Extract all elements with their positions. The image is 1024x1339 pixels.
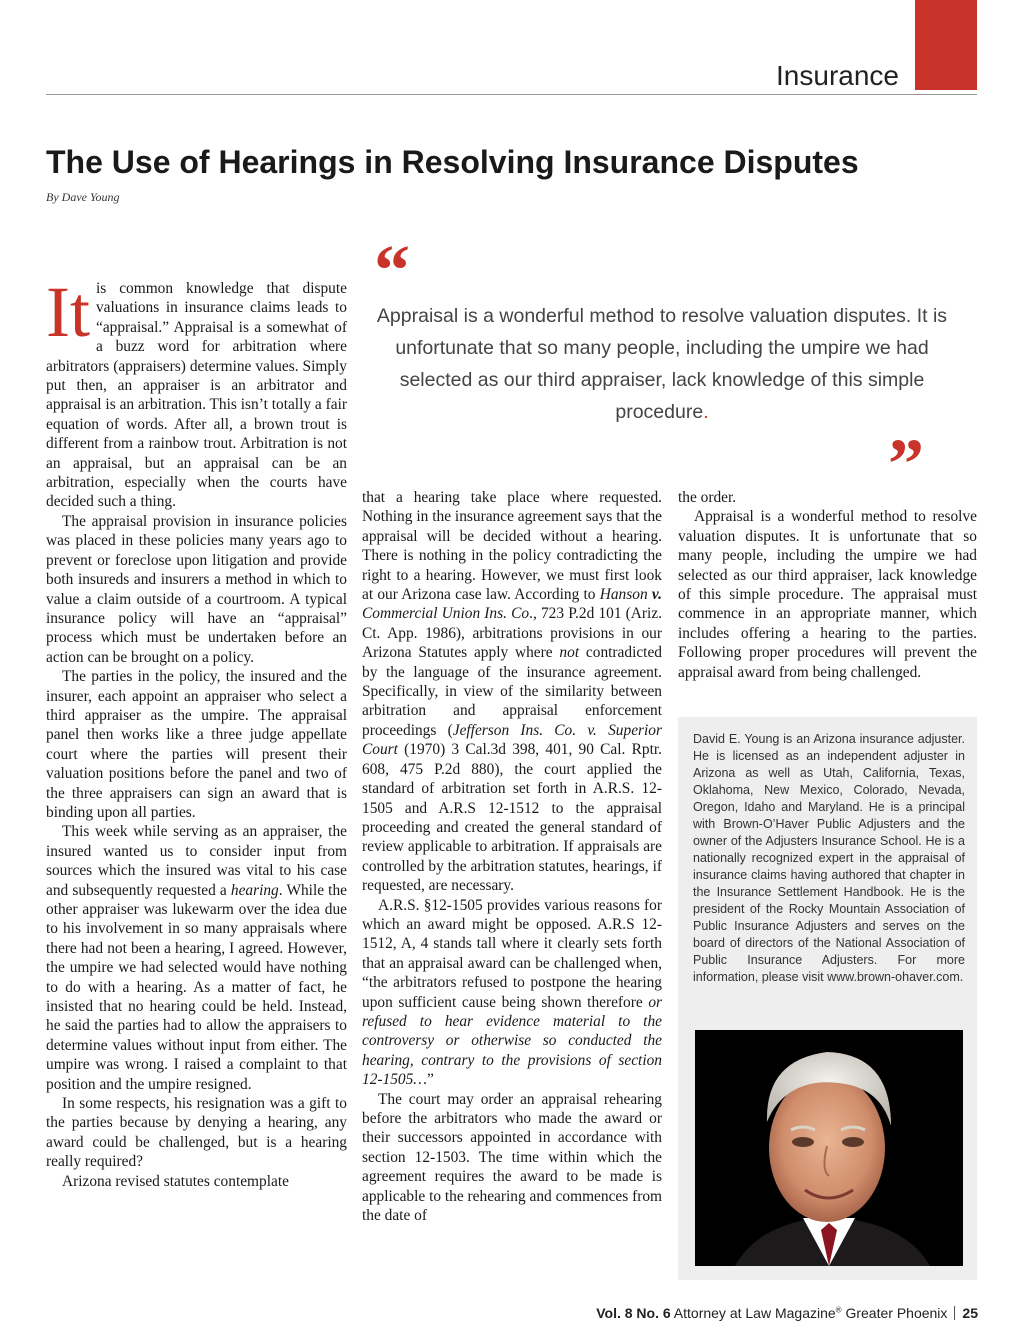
article-title: The Use of Hearings in Resolving Insurance Disputes xyxy=(46,144,859,180)
section-divider xyxy=(46,94,977,95)
article-paragraph xyxy=(46,272,347,512)
author-bio-box xyxy=(678,717,977,1280)
paragraph-text: . While the other appraiser was lukewarm over the idea due to his involvement in so many appraisals where there had not been a hearing, I agreed. However, the umpire we had selected would have nothing to do with a hearing. As a matter of fact, he insisted that no hearing could be held. Instead, he said the parties had to allow the appraisers to determine values without input from either. The umpire was wrong. I raised a complaint to that position and the umpire resigned. xyxy=(46,881,347,1093)
pull-quote-end: . xyxy=(703,401,709,423)
pull-quote-text: Appraisal is a wonderful method to resolve valuation disputes. It is unfortunate that so many people, including the umpire we had selected as our third appraiser, lack knowledge of this simple procedure xyxy=(376,305,948,423)
article-paragraph: Appraisal is a wonderful method to resolve valuation disputes. It is unfortunate that so many people, including the umpire we had selected as our third appraiser, lack knowledge of this simple procedure. The appraisal must commence in an appropriate manner, which includes offering a hearing to the parties. Following proper procedures will prevent the appraisal award from being challenged. xyxy=(678,508,977,681)
article-paragraph xyxy=(362,896,662,1090)
article-byline: By Dave Young xyxy=(46,190,120,204)
pull-quote xyxy=(368,300,956,428)
article-paragraph: The appraisal provision in insurance policies was placed in these policies many years ago to prevent or foreclose upon litigation and provide both insureds and insurers a method in which to value a claim outside of a courtroom. A typical insurance policy will have an “appraisal” process which must be undertaken before an action can be brought on a policy. xyxy=(46,512,347,666)
portrait-illustration xyxy=(695,1030,963,1266)
article-paragraph: In some respects, his resignation was a gift to the parties because by denying a hearing, any award could be challenged, but is a hearing really required? xyxy=(46,1095,347,1171)
magazine-name: Attorney at Law Magazine xyxy=(673,1305,836,1321)
author-bio-text: David E. Young is an Arizona insurance adjuster. He is licensed as an independent adjuster in Arizona as well as Utah, California, Texas, Oklahoma, New Mexico, Colorado, Nevada, Oregon, Idaho and Maryland. He is a principal with Brown-O’Haver Public Adjusters and the owner of the Adjusters Insurance School. He is a nationally recognized expert in the appraisal of insurance claims having authored that chapter in the Insurance Settlement Handbook. He is the president of the Rocky Mountain Association of Public Insurance Adjusters and serves on the board of directors of the National Association of Public Insurance Adjusters. For more information, please visit www.brown-ohaver.com. xyxy=(693,732,965,984)
author-portrait xyxy=(695,1030,963,1266)
paragraph-text: (1970) 3 Cal.3d 398, 401, 90 Cal. Rptr. 608, 475 P.2d 880), the court applied the standard of arbitration set forth in A.R.S. 12-1505 and A.R.S 12-1512 to the appraisal proceeding and created the general standard of review applicable to arbitration. If appraisals are controlled by the arbitration statutes, hearings, if requested, are necessary. xyxy=(362,741,662,895)
page-footer xyxy=(596,1305,978,1321)
magazine-edition: Greater Phoenix xyxy=(845,1305,948,1321)
footer-separator xyxy=(954,1306,955,1320)
article-paragraph: The parties in the policy, the insured and the insurer, each appoint an appraiser who select a third appraiser as the umpire. The appraisal panel then works like a three judge appellate court where the parties will present their valuation positions before the panel and two of the three appraisers can sign an award that is binding upon all parties. xyxy=(46,668,347,821)
case-name: Commercial Union Ins. Co xyxy=(362,605,530,623)
paragraph-text: This week while serving as an appraiser, the insured wanted us to consider input from sources which the insured was vital to his case and subsequently requested a xyxy=(46,823,347,899)
article-paragraph: Arizona revised statutes contemplate xyxy=(62,1172,289,1190)
statute-quote: or refused to hear evidence material to the controversy or otherwise so conducted the hearing, contrary to the provisions of section 12-1505… xyxy=(362,993,662,1089)
close-quote-icon: ” xyxy=(888,424,924,504)
registered-mark: ® xyxy=(835,1305,842,1315)
paragraph-text: is common knowledge that dispute valuations in insurance claims leads to “appraisal.” Appraisal is a somewhat of a buzz word for arbitration where arbitrators (appraisers) determine values. Simply put then, an appraiser is an arbitrator and appraisal is an arbitration. This isn’t totally a fair equation of words. After all, a brown trout is different from a rainbow trout. Arbitration is not an appraisal, but an appraisal can be an arbitration, especially when the courts have decided such a thing. xyxy=(46,280,347,511)
case-name: Hanson xyxy=(599,586,652,604)
section-label: Insurance xyxy=(776,60,899,91)
emphasis-text: hearing xyxy=(230,881,279,899)
section-color-tab xyxy=(915,0,977,90)
emphasis-text: not xyxy=(559,644,580,662)
article-column-3 xyxy=(678,488,977,682)
drop-cap: It xyxy=(46,272,90,352)
article-paragraph xyxy=(46,822,347,1094)
case-versus: v. xyxy=(651,586,662,604)
open-quote-icon: “ xyxy=(374,230,410,310)
article-paragraph xyxy=(362,488,662,896)
article-paragraph: The court may order an appraisal rehearing before the arbitrators who made the award or their successors appointed in accordance with section 12-1503. The time within which the agreement requires the award to be made is applicable to the rehearing and commences from the date of xyxy=(362,1090,662,1225)
article-column-1 xyxy=(46,272,347,1191)
paragraph-text: ” xyxy=(426,1071,434,1089)
paragraph-text: that a hearing take place where requested. Nothing in the insurance agreement says that the appraisal will be decided without a hearing. There is nothing in the policy contradicting the right to a hearing. However, we must first look at our Arizona case law. According to xyxy=(362,489,662,604)
paragraph-text: A.R.S. §12-1505 provides various reasons for which an award might be opposed. A.R.S 12-1512, A, 4 stands tall where it clearly sets forth that an appraisal award can be challenged when, “the arbitrators refused to postpone the hearing upon sufficient cause being shown therefore xyxy=(362,896,662,1011)
paragraph-text: ., 723 P.2d 101 (Ariz. Ct. App. 1986), arbitrations provisions in our Arizona Statutes apply where xyxy=(362,605,663,662)
issue-number: Vol. 8 No. 6 xyxy=(596,1305,671,1321)
page-number: 25 xyxy=(962,1305,978,1321)
paragraph-text: contradicted by the language of the insurance agreement. Specifically, in view of the similarity between arbitration and appraisal enforcement proceedings ( xyxy=(362,644,662,739)
case-name: Jefferson Ins. Co. v. Superior Court xyxy=(362,721,662,759)
article-paragraph: the order. xyxy=(678,489,737,506)
article-column-2 xyxy=(362,488,662,1225)
